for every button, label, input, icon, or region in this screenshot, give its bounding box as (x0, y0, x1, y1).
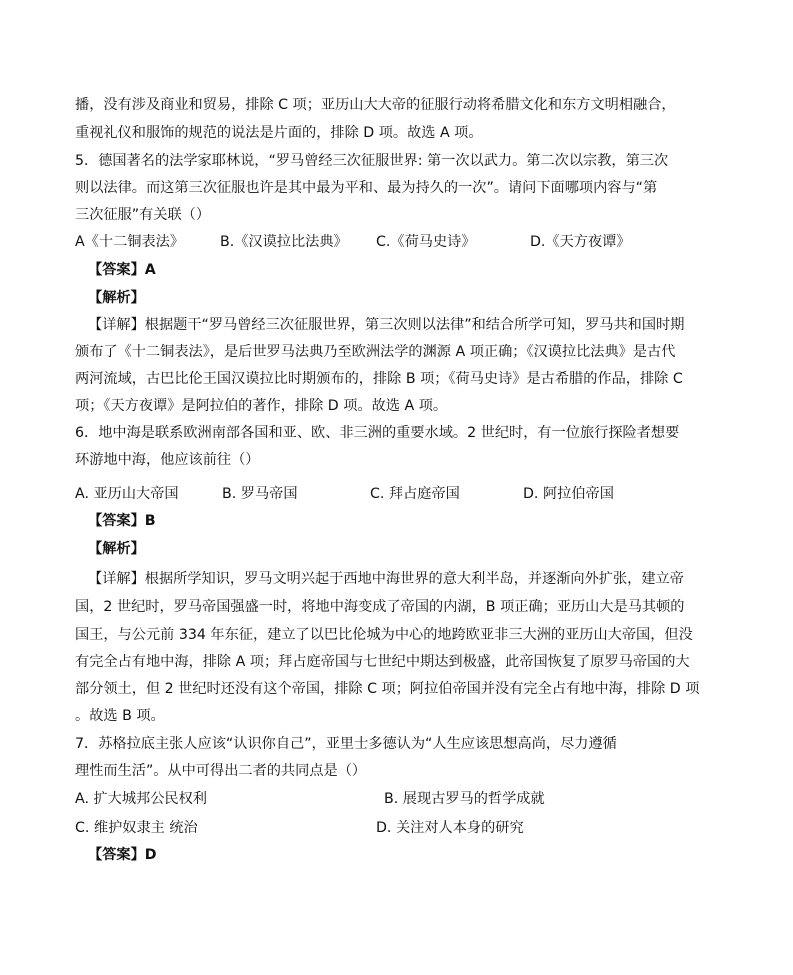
q6-analysis-label: 【解析】 (88, 541, 145, 557)
q5-option-c: C.《荷马史诗》 (376, 234, 476, 250)
q6-detail: 国，2 世纪时，罗马帝国强盛一时，将地中海变成了帝国的内湖，B 项正确；亚历山大是马其顿的 (75, 599, 685, 615)
q5-answer: 【答案】A (88, 262, 156, 278)
q6-detail: 国王，与公元前 334 年东征，建立了以巴比伦城为中心的地跨欧亚非三大洲的亚历山大帝国，但没 (75, 627, 693, 643)
q7-answer: 【答案】D (88, 847, 157, 863)
q6-detail: 【详解】根据所学知识，罗马文明兴起于西地中海世界的意大利半岛，并逐渐向外扩张，建立帝 (88, 571, 684, 587)
q6-answer: 【答案】B (88, 513, 156, 529)
question-5-stem: 三次征服”有关联（） (75, 207, 211, 223)
question-6-stem: 6．地中海是联系欧洲南部各国和亚、欧、非三洲的重要水域。2 世纪时，有一位旅行探险者想要 (75, 425, 680, 441)
q5-option-b: B.《汉谟拉比法典》 (220, 234, 348, 250)
question-5-stem: 5．德国著名的法学家耶林说，“罗马曾经三次征服世界: 第一次以武力。第二次以宗教，第三次 (75, 153, 669, 169)
q6-detail: 有完全占有地中海，排除 A 项；拜占庭帝国与七世纪中期达到极盛，此帝国恢复了原罗马帝国的大 (75, 654, 690, 670)
q5-detail: 【详解】根据题干“罗马曾经三次征服世界，第三次则以法律”和结合所学可知，罗马共和国时期 (88, 317, 685, 333)
question-7-stem: 理性而生活”。从中可得出二者的共同点是（） (75, 763, 367, 779)
text-line: 播，没有涉及商业和贸易，排除 C 项；亚历山大大帝的征服行动将希腊文化和东方文明相融合， (75, 97, 676, 113)
text-line: 重视礼仪和服饰的规范的说法是片面的，排除 D 项。故选 A 项。 (75, 125, 483, 141)
q7-option-b: B. 展现古罗马的哲学成就 (384, 791, 545, 807)
q5-option-a: A《十二铜表法》 (75, 234, 185, 250)
question-5-stem: 则以法律。而这第三次征服也许是其中最为平和、最为持久的一次”。请问下面哪项内容与“第 (75, 180, 658, 196)
q6-detail: 。故选 B 项。 (75, 708, 165, 724)
q7-option-c: C. 维护奴隶主 统治 (75, 820, 198, 836)
q5-analysis-label: 【解析】 (88, 290, 145, 306)
q7-option-a: A. 扩大城邦公民权利 (75, 791, 207, 807)
q6-option-d: D. 阿拉伯帝国 (523, 486, 614, 502)
q5-option-d: D.《天方夜谭》 (530, 234, 631, 250)
q7-option-d: D. 关注对人本身的研究 (376, 820, 524, 836)
question-7-stem: 7．苏格拉底主张人应该“认识你自己”，亚里士多德认为“人生应该思想高尚，尽力遵循 (75, 736, 617, 752)
q6-detail: 部分领土，但 2 世纪时还没有这个帝国，排除 C 项；阿拉伯帝国并没有完全占有地中海，排除 D 项 (75, 681, 700, 697)
q5-detail: 两河流域，古巴比伦王国汉谟拉比时期颁布的，排除 B 项；《荷马史诗》是古希腊的作品，排除 C (75, 371, 683, 387)
q6-option-b: B. 罗马帝国 (222, 486, 298, 502)
q6-option-a: A. 亚历山大帝国 (75, 486, 179, 502)
q6-option-c: C. 拜占庭帝国 (370, 486, 460, 502)
q5-detail: 项；《天方夜谭》是阿拉伯的著作，排除 D 项。故选 A 项。 (75, 398, 448, 414)
q5-detail: 颁布了《十二铜表法》，是后世罗马法典乃至欧洲法学的渊源 A 项正确；《汉谟拉比法典》是古代 (75, 344, 676, 360)
question-6-stem: 环游地中海，他应该前往（） (75, 452, 260, 468)
